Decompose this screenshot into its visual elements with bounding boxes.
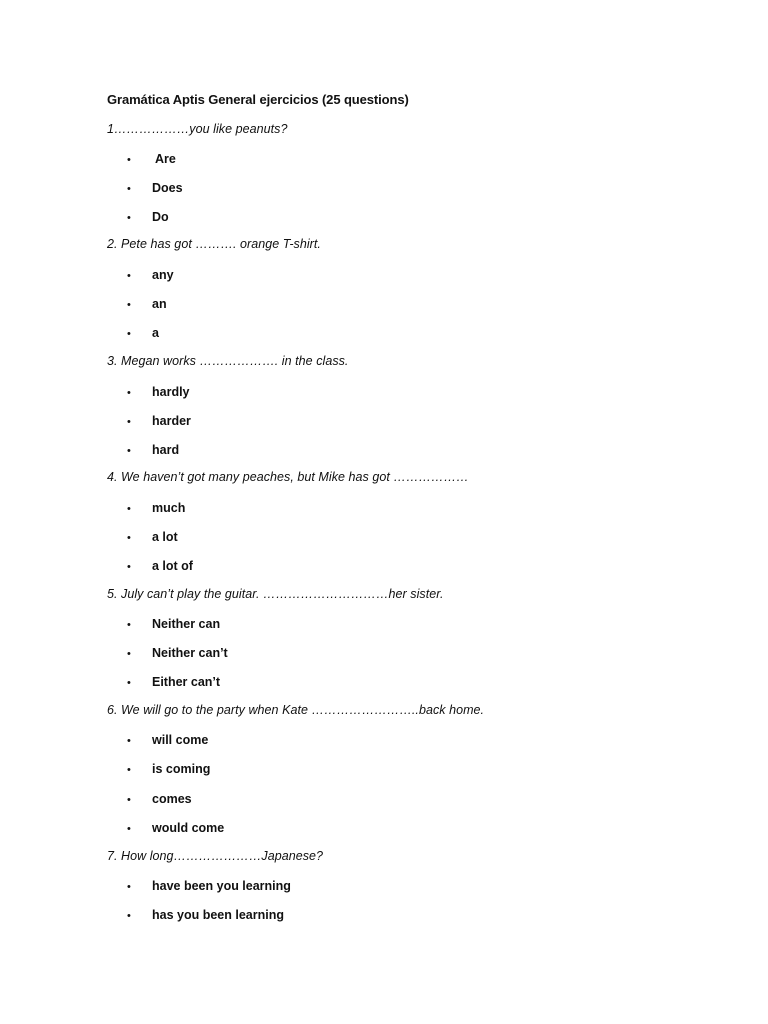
bullet-icon: • xyxy=(127,735,131,747)
option-label: Are xyxy=(152,152,176,166)
question-5-option-2 xyxy=(127,644,228,662)
bullet-icon: • xyxy=(127,823,131,835)
option-label: hard xyxy=(152,443,180,457)
bullet-icon: • xyxy=(127,299,131,311)
question-2-option-3 xyxy=(127,324,159,342)
option-label: has you been learning xyxy=(152,908,284,922)
bullet-icon: • xyxy=(127,648,131,660)
question-5-option-1 xyxy=(127,615,220,633)
option-label: Neither can’t xyxy=(152,646,228,660)
question-6-option-2 xyxy=(127,760,210,778)
bullet-icon: • xyxy=(127,532,131,544)
bullet-icon: • xyxy=(127,619,131,631)
question-6-option-3 xyxy=(127,790,192,808)
option-label: a xyxy=(152,326,159,340)
question-6-option-4 xyxy=(127,819,224,837)
question-2-prompt: 2. Pete has got ………. orange T-shirt. xyxy=(107,237,321,251)
bullet-icon: • xyxy=(127,503,131,515)
bullet-icon: • xyxy=(127,910,131,922)
option-label: a lot of xyxy=(152,559,193,573)
question-4-option-1 xyxy=(127,499,185,517)
bullet-icon: • xyxy=(127,387,131,399)
bullet-icon: • xyxy=(127,183,131,195)
option-label: any xyxy=(152,268,174,282)
option-label: much xyxy=(152,501,186,515)
question-1-option-1 xyxy=(127,150,176,168)
option-label: Neither can xyxy=(152,617,221,631)
bullet-icon: • xyxy=(127,212,131,224)
option-label: harder xyxy=(152,414,191,428)
bullet-icon: • xyxy=(127,154,131,166)
question-2-option-1 xyxy=(127,266,174,284)
bullet-icon: • xyxy=(127,416,131,428)
option-label: Does xyxy=(152,181,183,195)
question-2-option-2 xyxy=(127,295,167,313)
question-6-prompt: 6. We will go to the party when Kate ……………………..back home. xyxy=(107,703,485,717)
question-4-option-2 xyxy=(127,528,178,546)
option-label: hardly xyxy=(152,385,190,399)
question-4-option-3 xyxy=(127,557,193,575)
question-3-option-2 xyxy=(127,412,191,430)
option-label: would come xyxy=(152,821,225,835)
bullet-icon: • xyxy=(127,764,131,776)
bullet-icon: • xyxy=(127,677,131,689)
question-6-option-1 xyxy=(127,731,208,749)
option-label: comes xyxy=(152,792,192,806)
question-4-prompt: 4. We haven’t got many peaches, but Mike has got ……………… xyxy=(107,470,469,484)
question-3-prompt: 3. Megan works ………………. in the class. xyxy=(107,354,349,368)
question-1-option-3 xyxy=(127,208,169,226)
bullet-icon: • xyxy=(127,794,131,806)
question-7-prompt: 7. How long…………………Japanese? xyxy=(107,849,324,863)
question-1-option-2 xyxy=(127,179,183,197)
option-label: an xyxy=(152,297,167,311)
option-label: is coming xyxy=(152,762,211,776)
option-label: Either can’t xyxy=(152,675,221,689)
bullet-icon: • xyxy=(127,561,131,573)
option-label: a lot xyxy=(152,530,178,544)
option-label: Do xyxy=(152,210,169,224)
question-7-option-1 xyxy=(127,877,291,895)
question-5-prompt: 5. July can’t play the guitar. …………………………her sister. xyxy=(107,587,444,601)
document-title: Gramática Aptis General ejercicios (25 questions) xyxy=(107,92,409,107)
bullet-icon: • xyxy=(127,328,131,340)
option-label: have been you learning xyxy=(152,879,291,893)
question-5-option-3 xyxy=(127,673,220,691)
question-3-option-3 xyxy=(127,441,179,459)
bullet-icon: • xyxy=(127,445,131,457)
question-7-option-2 xyxy=(127,906,284,924)
bullet-icon: • xyxy=(127,270,131,282)
bullet-icon: • xyxy=(127,881,131,893)
question-3-option-1 xyxy=(127,383,190,401)
question-1-prompt: 1………………you like peanuts? xyxy=(107,122,288,136)
option-label: will come xyxy=(152,733,209,747)
